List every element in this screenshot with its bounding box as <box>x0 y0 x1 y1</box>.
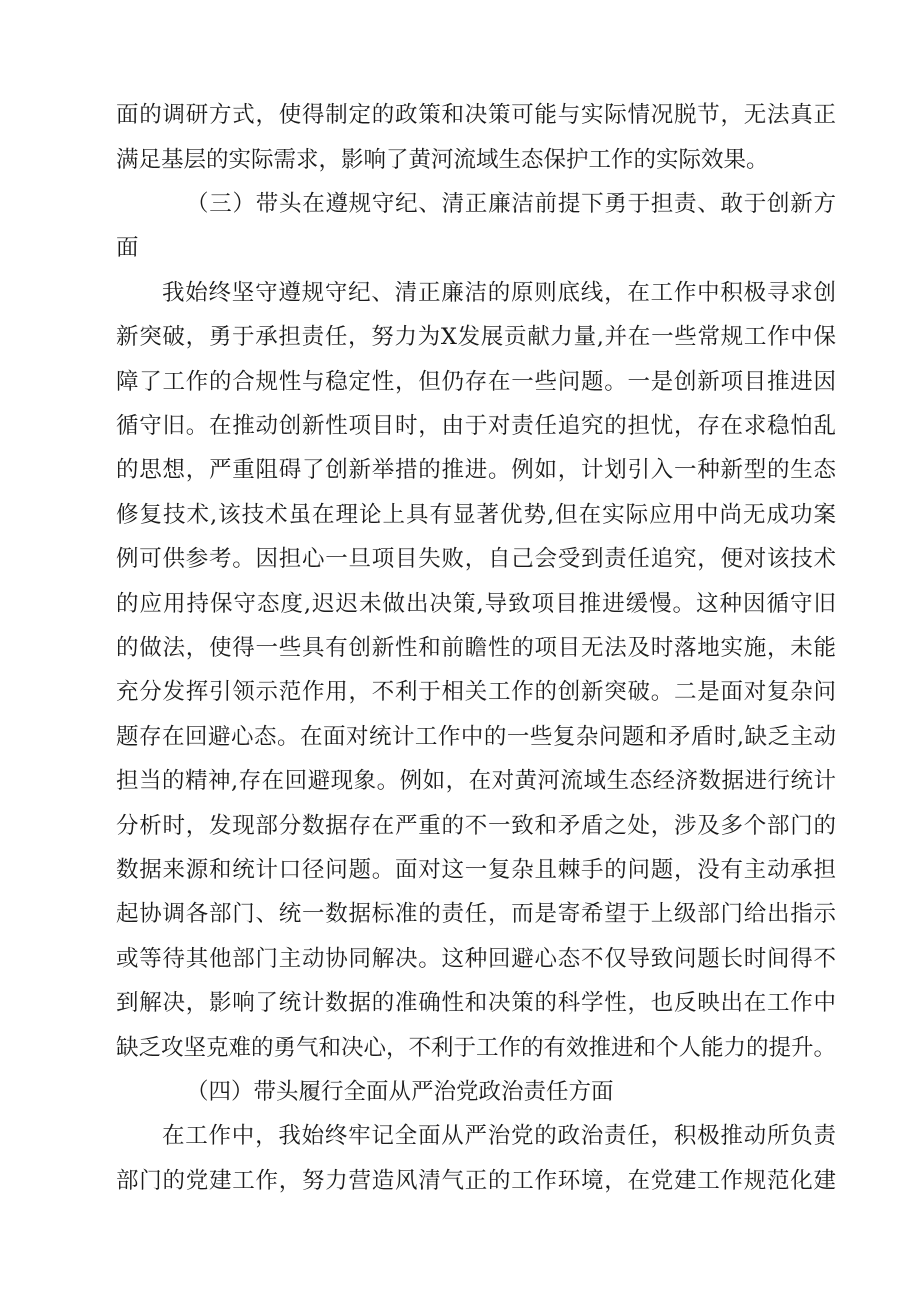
body-text-line: 满足基层的实际需求，影响了黄河流域生态保护工作的实际效果。 <box>116 147 769 173</box>
body-text-line: 题存在回避心态。在面对统计工作中的一些复杂问题和矛盾时,缺乏主动 <box>116 724 836 750</box>
body-text-line: 循守旧。在推动创新性项目时，由于对责任追究的担忧，存在求稳怕乱 <box>116 413 836 439</box>
body-text-line: 例可供参考。因担心一旦项目失败，自己会受到责任追究，便对该技术 <box>116 546 836 572</box>
section-heading-3-continued: 面 <box>116 235 139 261</box>
body-text-line: 缺乏攻坚克难的勇气和决心，不利于工作的有效推进和个人能力的提升。 <box>116 1035 837 1061</box>
body-text-line: 我始终坚守遵规守纪、清正廉洁的原则底线，在工作中积极寻求创 <box>162 280 836 306</box>
body-text-line: 或等待其他部门主动协同解决。这种回避心态不仅导致问题长时间得不 <box>116 946 836 972</box>
section-heading-3: （三）带头在遵规守纪、清正廉洁前提下勇于担责、敢于创新方 <box>186 191 836 217</box>
body-text-line: 数据来源和统计口径问题。面对这一复杂且棘手的问题，没有主动承担 <box>116 857 836 883</box>
section-heading-4: （四）带头履行全面从严治党政治责任方面 <box>186 1079 614 1105</box>
body-text-line: 部门的党建工作，努力营造风清气正的工作环境，在党建工作规范化建 <box>116 1168 836 1194</box>
body-text-line: 新突破，勇于承担责任，努力为X发展贡献力量,并在一些常规工作中保 <box>116 324 836 350</box>
body-text-line: 面的调研方式，使得制定的政策和决策可能与实际情况脱节，无法真正 <box>116 102 836 128</box>
body-text-line: 分析时，发现部分数据存在严重的不一致和矛盾之处，涉及多个部门的 <box>116 813 836 839</box>
body-text-line: 的做法，使得一些具有创新性和前瞻性的项目无法及时落地实施，未能 <box>116 635 836 661</box>
body-text-line: 的思想，严重阻碍了创新举措的推进。例如，计划引入一种新型的生态 <box>116 457 836 483</box>
body-text-line: 障了工作的合规性与稳定性，但仍存在一些问题。一是创新项目推进因 <box>116 369 836 395</box>
body-text-line: 的应用持保守态度,迟迟未做出决策,导致项目推进缓慢。这种因循守旧 <box>116 591 836 617</box>
body-text-line: 修复技术,该技术虽在理论上具有显著优势,但在实际应用中尚无成功案 <box>116 502 836 528</box>
body-text-line: 在工作中，我始终牢记全面从严治党的政治责任，积极推动所负责 <box>162 1123 836 1149</box>
body-text-line: 担当的精神,存在回避现象。例如，在对黄河流域生态经济数据进行统计 <box>116 768 836 794</box>
body-text-line: 到解决，影响了统计数据的准确性和决策的科学性，也反映出在工作中 <box>116 990 836 1016</box>
body-text-line: 充分发挥引领示范作用，不利于相关工作的创新突破。二是面对复杂问 <box>116 679 836 705</box>
body-text-line: 起协调各部门、统一数据标准的责任，而是寄希望于上级部门给出指示 <box>116 901 836 927</box>
